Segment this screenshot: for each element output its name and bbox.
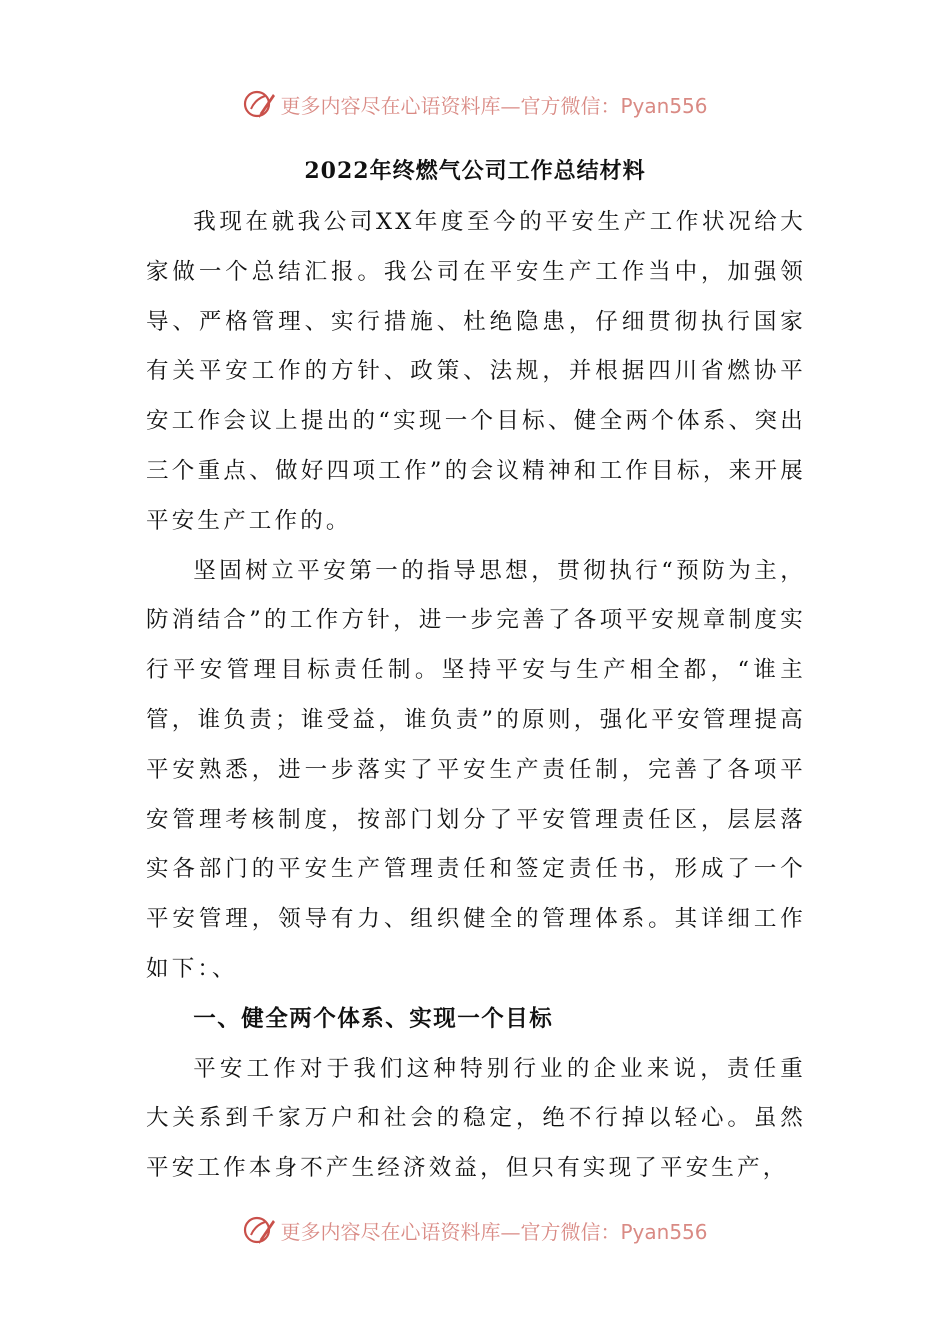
- document-title: 2022年终燃气公司工作总结材料: [304, 158, 646, 184]
- section-heading-1: 一、健全两个体系、实现一个目标: [193, 1005, 554, 1032]
- watermark-footer: [0, 1210, 950, 1250]
- paragraph-3: 平安工作对于我们这种特别行业的企业来说，责任重大关系到千家万户和社会的稳定，绝不行掉以轻心。虽然平安工作本身不产生经济效益，但只有实现了平安生产，: [146, 1055, 806, 1182]
- watermark-text: 更多内容尽在心语资料库—官方微信：Pyan556: [280, 93, 708, 118]
- pen-logo-icon: [242, 87, 276, 121]
- paragraph-2: 坚固树立平安第一的指导思想，贯彻执行“预防为主，防消结合”的工作方针，进一步完善了各项平安规章制度实行平安管理目标责任制。坚持平安与生产相全都，“谁主管，谁负责；谁受益，谁负责”的原则，强化平安管理提高平安熟悉，进一步落实了平安生产责任制，完善了各项平安管理考核制度，按部门划分了平安管理责任区，层层落实各部门的平安生产管理责任和签定责任书，形成了一个平安管理，领导有力、组织健全的管理体系。其详细工作如下：、: [146, 557, 806, 982]
- watermark-text: 更多内容尽在心语资料库—官方微信：Pyan556: [280, 1219, 708, 1244]
- document-body: [146, 198, 806, 1194]
- paragraph-1: 我现在就我公司XX年度至今的平安生产工作状况给大家做一个总结汇报。我公司在平安生产工作当中，加强领导、严格管理、实行措施、杜绝隐患，仔细贯彻执行国家有关平安工作的方针、政策、法规，并根据四川省燃协平安工作会议上提出的“实现一个目标、健全两个体系、突出三个重点、做好四项工作”的会议精神和工作目标，来开展平安生产工作的。: [146, 209, 806, 534]
- watermark-header: [0, 84, 950, 124]
- pen-logo-icon: [242, 1213, 276, 1247]
